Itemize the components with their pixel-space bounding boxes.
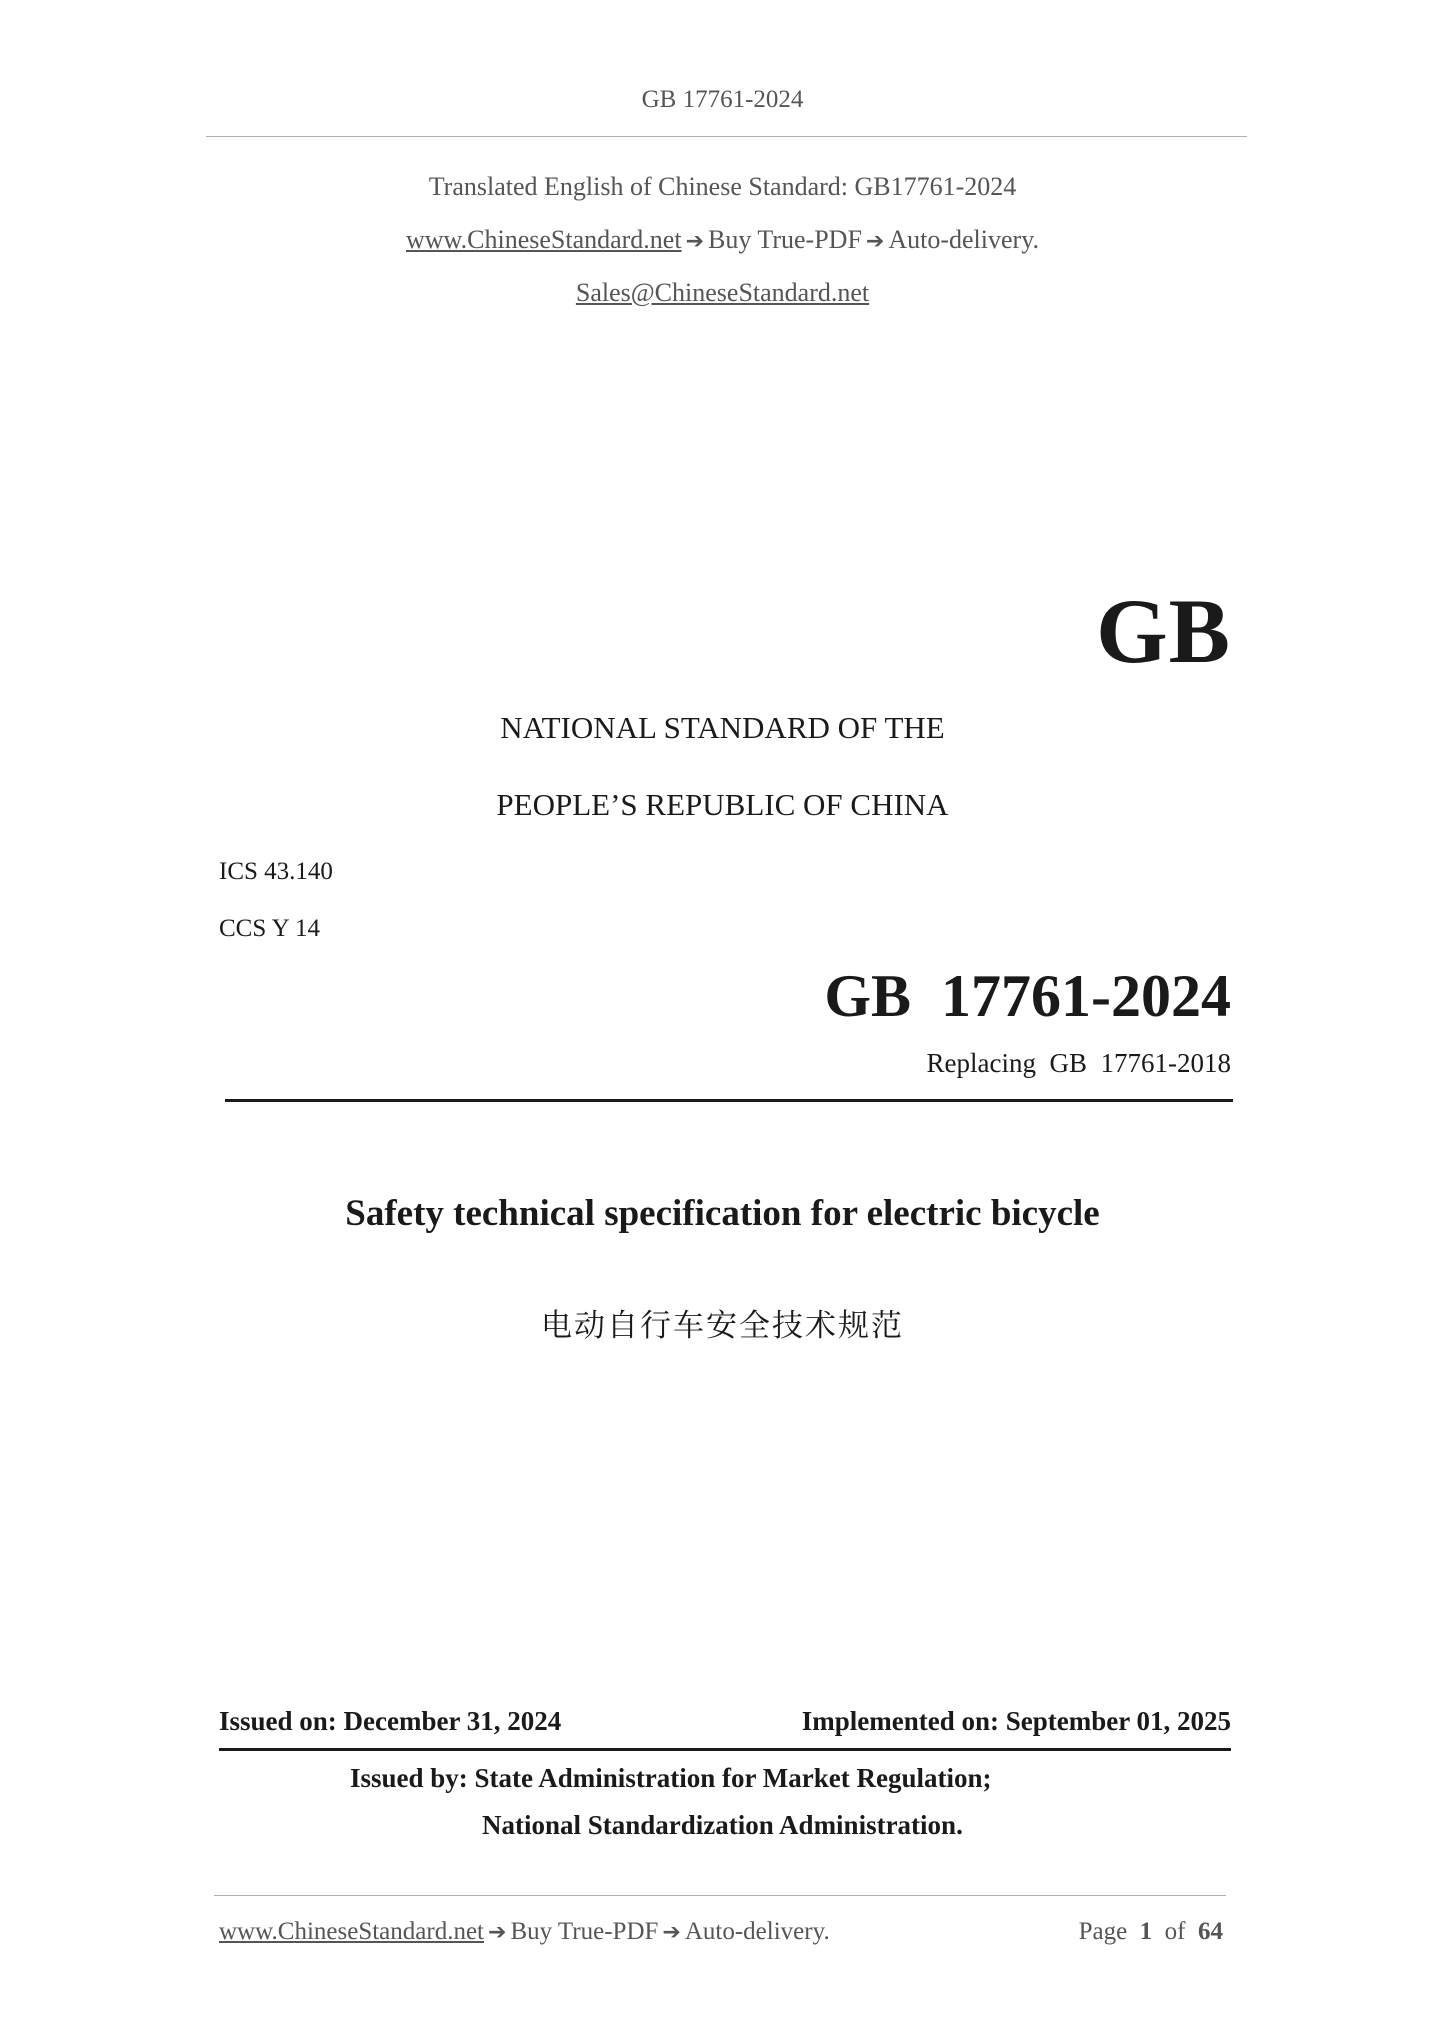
footer-site-link[interactable]: www.ChineseStandard.net bbox=[219, 1918, 484, 1945]
standard-number: GB 17761-2024 bbox=[824, 963, 1231, 1029]
implemented-on-date: Implemented on: September 01, 2025 bbox=[801, 1706, 1231, 1736]
running-header: GB 17761-2024 bbox=[641, 86, 804, 113]
arrow-right-icon: ➔ bbox=[662, 1920, 681, 1945]
buy-true-pdf-text: Buy True-PDF bbox=[708, 225, 862, 254]
national-standard-line-2: PEOPLE’S REPUBLIC OF CHINA bbox=[496, 787, 949, 822]
footer-buy-text: Buy True-PDF bbox=[510, 1918, 659, 1945]
arrow-right-icon: ➔ bbox=[865, 229, 885, 254]
national-standard-line-1: NATIONAL STANDARD OF THE bbox=[500, 710, 945, 745]
issued-on-date: Issued on: December 31, 2024 bbox=[219, 1706, 562, 1736]
site-link[interactable]: www.ChineseStandard.net bbox=[405, 225, 682, 254]
sales-email-link[interactable]: Sales@ChineseStandard.net bbox=[575, 278, 870, 307]
document-title-zh: 电动自行车安全技术规范 bbox=[541, 1308, 904, 1344]
document-title-en: Safety technical specification for electric bicycle bbox=[345, 1193, 1100, 1234]
issued-by-line-1: Issued by: State Administration for Market Regulation; bbox=[350, 1763, 992, 1793]
promo-line bbox=[0, 225, 1445, 255]
auto-delivery-text: Auto-delivery. bbox=[888, 225, 1040, 254]
arrow-right-icon: ➔ bbox=[488, 1920, 507, 1945]
page-label: Page bbox=[1078, 1918, 1128, 1945]
header-divider bbox=[206, 136, 1247, 137]
footer-divider bbox=[214, 1895, 1226, 1896]
page-indicator bbox=[1079, 1918, 1223, 1946]
title-divider bbox=[225, 1099, 1233, 1102]
page-of: of bbox=[1164, 1918, 1186, 1945]
issued-by-line-2: National Standardization Administration. bbox=[482, 1810, 963, 1840]
ics-code: ICS 43.140 bbox=[219, 858, 333, 885]
ccs-code: CCS Y 14 bbox=[219, 915, 320, 942]
translated-notice: Translated English of Chinese Standard: GB17761-2024 bbox=[428, 172, 1017, 201]
sales-line bbox=[0, 278, 1445, 308]
footer-promo bbox=[219, 1918, 830, 1946]
replacing-standard: Replacing GB 17761-2018 bbox=[926, 1048, 1231, 1078]
issue-divider bbox=[219, 1748, 1231, 1751]
page-total: 64 bbox=[1198, 1918, 1223, 1945]
gb-mark: GB bbox=[1096, 580, 1231, 682]
arrow-right-icon: ➔ bbox=[685, 229, 705, 254]
page-current: 1 bbox=[1139, 1918, 1153, 1945]
footer-delivery-text: Auto-delivery. bbox=[684, 1918, 830, 1945]
